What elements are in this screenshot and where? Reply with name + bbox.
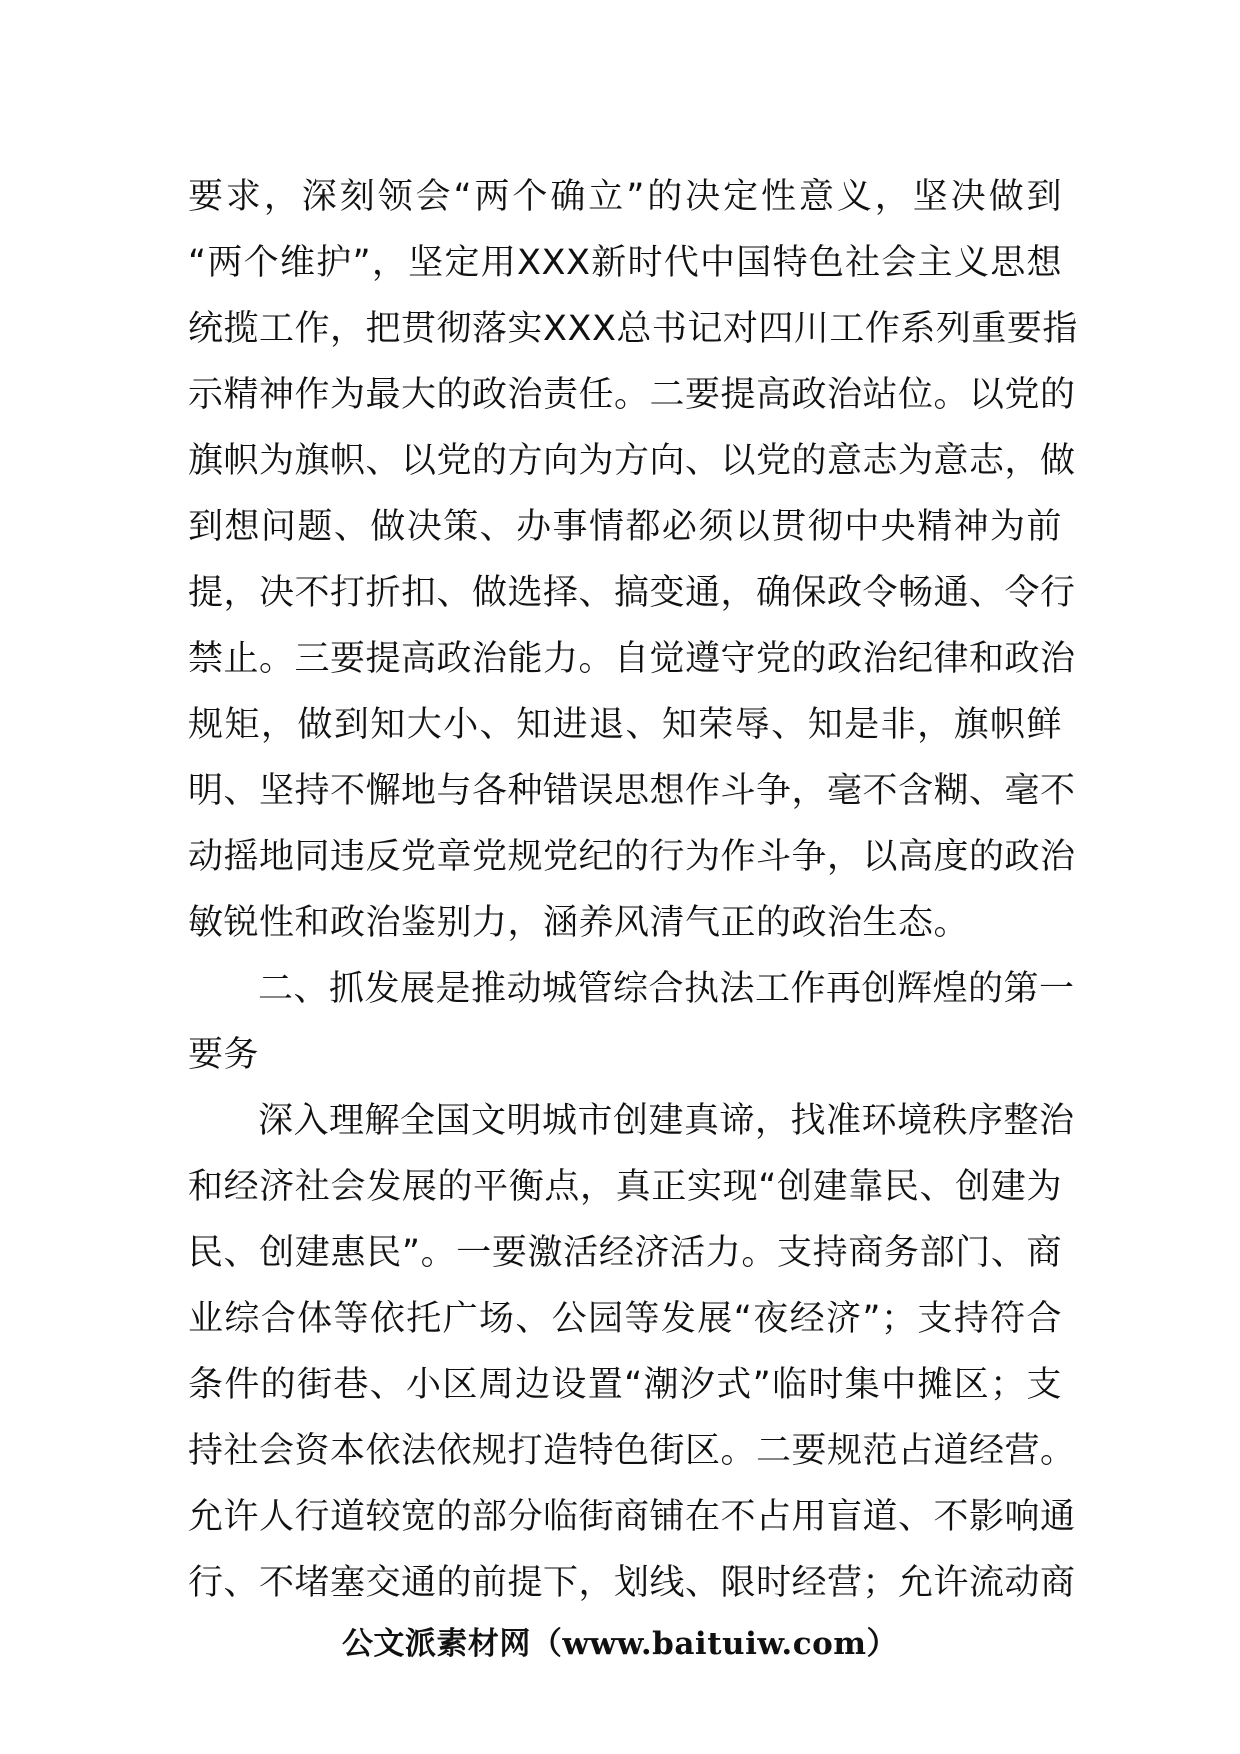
text-line: 要求，深刻领会“两个确立”的决定性意义，坚决做到 <box>188 177 1062 217</box>
text-line: 条件的街巷、小区周边设置“潮汐式”临时集中摊区；支 <box>188 1365 1062 1405</box>
text-line: 到想问题、做决策、办事情都必须以贯彻中央精神为前 <box>188 507 1062 547</box>
text-line: 提，决不打折扣、做选择、搞变通，确保政令畅通、令行 <box>188 573 1076 613</box>
text-line: 规矩，做到知大小、知进退、知荣辱、知是非，旗帜鲜 <box>188 705 1062 745</box>
text-line: 允许人行道较宽的部分临街商铺在不占用盲道、不影响通 <box>188 1497 1076 1537</box>
text-line: 统揽工作，把贯彻落实XXX总书记对四川工作系列重要指 <box>188 309 1078 349</box>
paragraph-continuation <box>188 164 1078 956</box>
footer-watermark: 公文派素材网（www.baituiw.com） <box>341 1626 899 1662</box>
text-line: 持社会资本依法依规打造特色街区。二要规范占道经营。 <box>188 1431 1076 1471</box>
text-line: 禁止。三要提高政治能力。自觉遵守党的政治纪律和政治 <box>188 639 1076 679</box>
text-line: 敏锐性和政治鉴别力，涵养风清气正的政治生态。 <box>188 903 970 943</box>
heading-line: 要务 <box>188 1035 260 1075</box>
document-body <box>188 164 1078 1616</box>
text-line: 旗帜为旗帜、以党的方向为方向、以党的意志为意志，做 <box>188 441 1076 481</box>
paragraph <box>188 1088 1076 1616</box>
text-line: 业综合体等依托广场、公园等发展“夜经济”；支持符合 <box>188 1299 1062 1339</box>
text-line: 动摇地同违反党章党规党纪的行为作斗争，以高度的政治 <box>188 837 1076 877</box>
text-line: 行、不堵塞交通的前提下，划线、限时经营；允许流动商 <box>188 1563 1076 1603</box>
section-heading <box>188 956 1075 1088</box>
heading-line: 二、抓发展是推动城管综合执法工作再创辉煌的第一 <box>258 969 1075 1009</box>
text-line: 民、创建惠民”。一要激活经济活力。支持商务部门、商 <box>188 1233 1062 1273</box>
text-line: 示精神作为最大的政治责任。二要提高政治站位。以党的 <box>188 375 1076 415</box>
text-line: 明、坚持不懈地与各种错误思想作斗争，毫不含糊、毫不 <box>188 771 1076 811</box>
text-line: “两个维护”，坚定用XXX新时代中国特色社会主义思想 <box>188 243 1062 283</box>
text-line: 和经济社会发展的平衡点，真正实现“创建靠民、创建为 <box>188 1167 1062 1207</box>
text-line: 深入理解全国文明城市创建真谛，找准环境秩序整治 <box>258 1101 1075 1141</box>
